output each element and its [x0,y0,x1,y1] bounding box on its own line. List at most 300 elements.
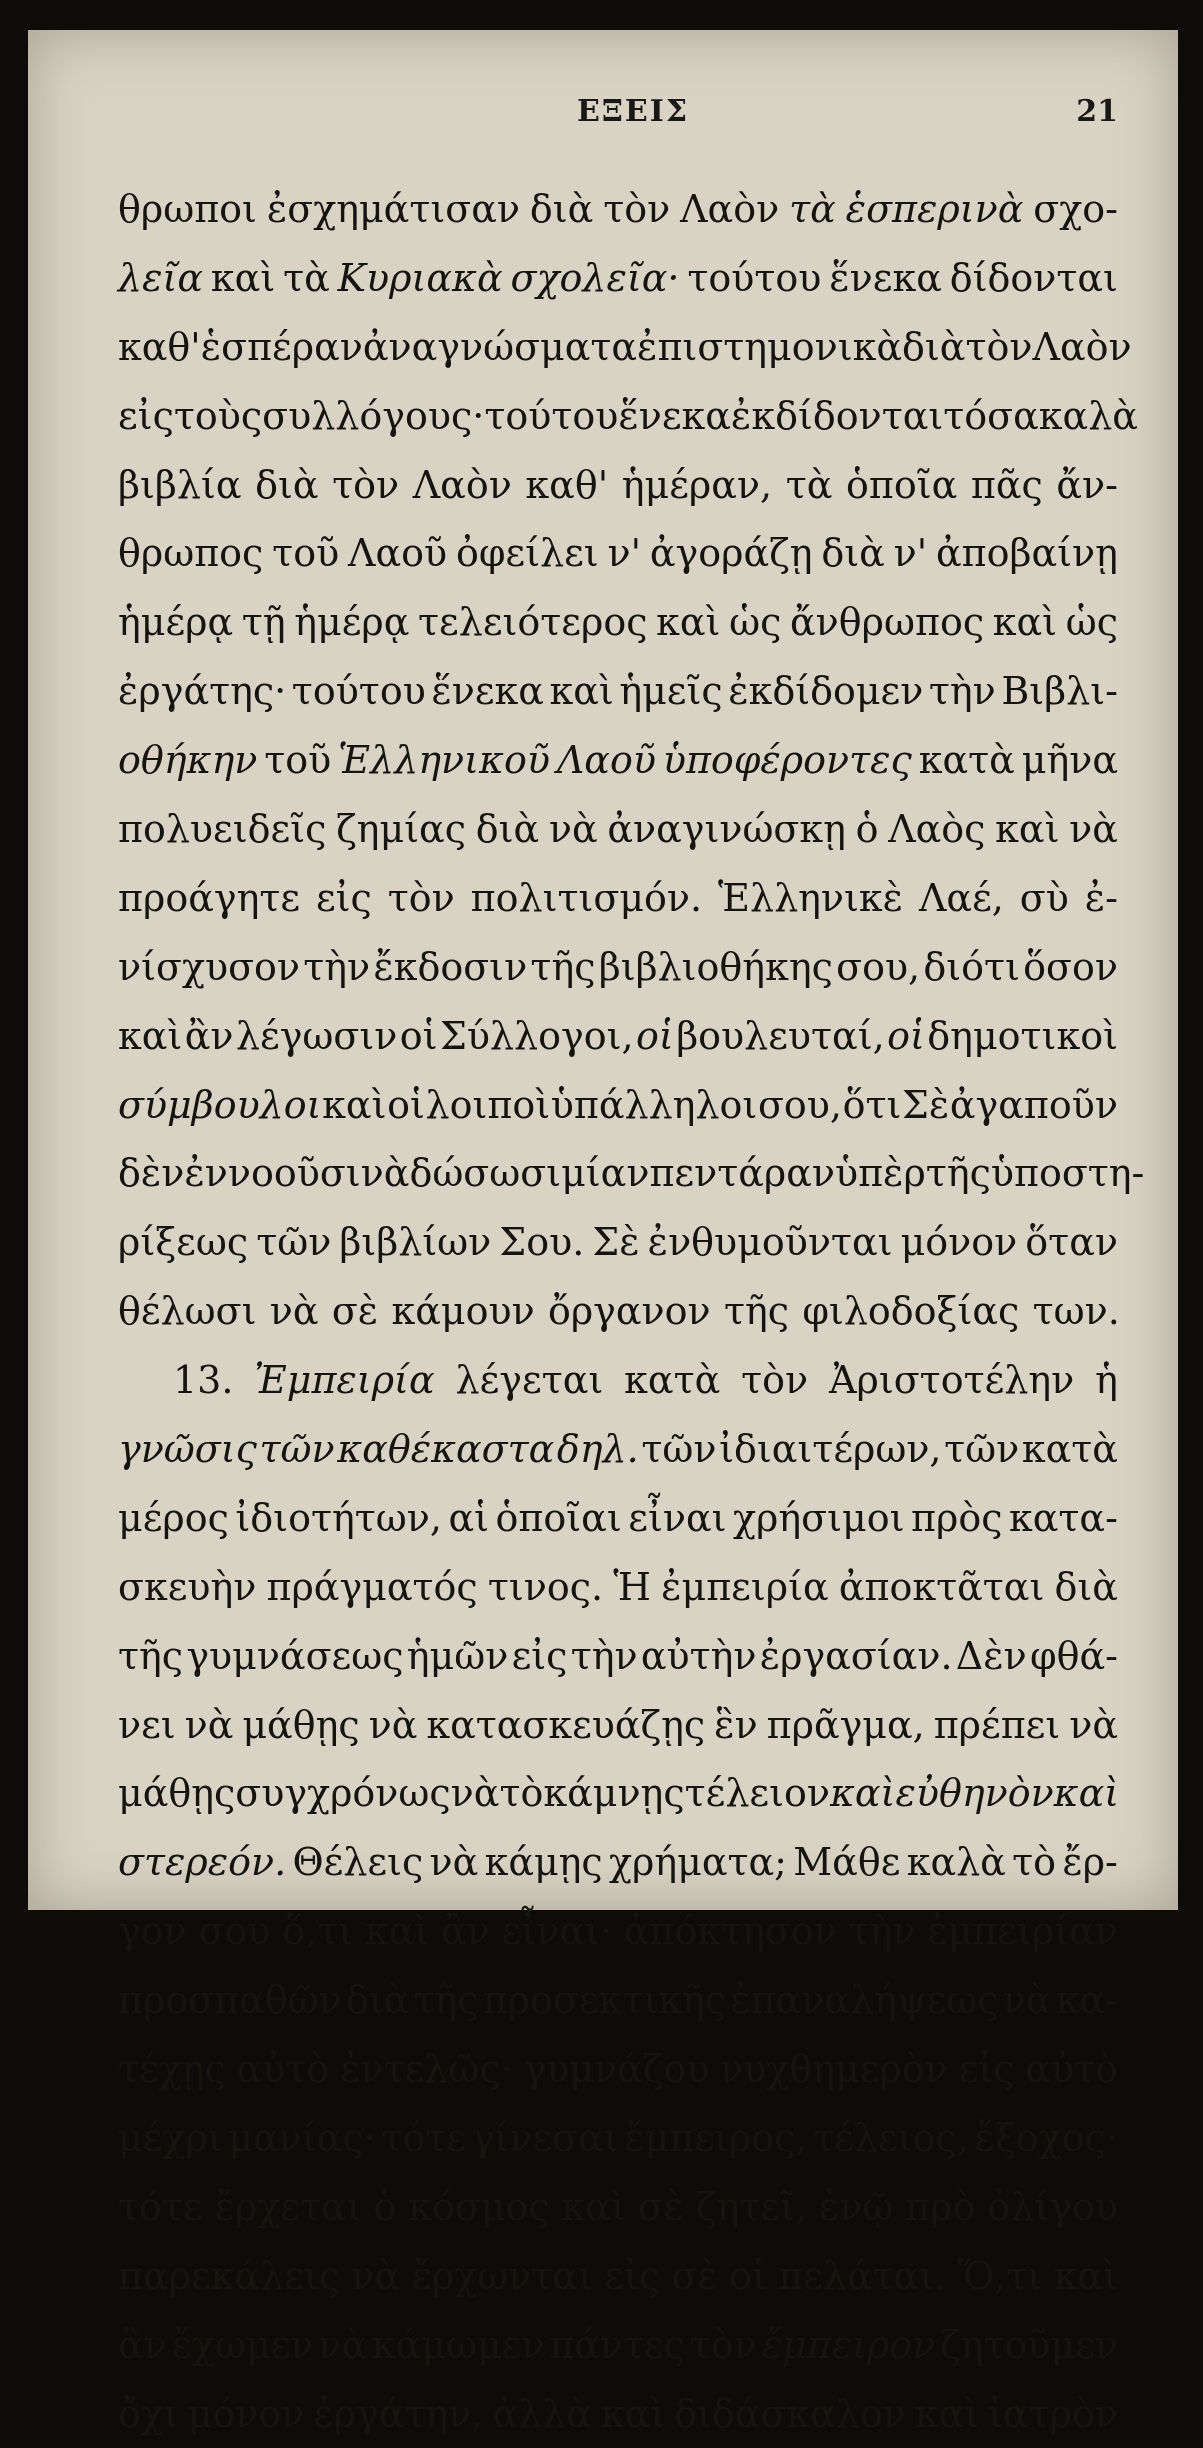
word: ἰδιοτήτων, [235,1484,442,1553]
word: τὴν [303,933,370,1002]
word: ἀλλὰ [492,2380,592,2448]
word: τῆς [724,1277,789,1346]
text-line [118,726,1118,795]
word: χρήματα; [609,1828,787,1897]
word: γον [118,1897,187,1966]
word: Σύλλογοι, [440,1002,634,1071]
word: Λαέ, [919,864,1004,933]
word: ὅσον [1023,933,1118,1002]
word: ἔμπειρος, [624,2104,807,2173]
page-number: 21 [1076,94,1118,129]
word: μίαν [561,1139,649,1208]
word: τῶν [256,1208,331,1277]
word: διδάσκαλον [674,2380,906,2448]
word: ὑποφέροντες [663,726,912,795]
word: ἀναγνώσματα [363,313,637,382]
word: καὶ [562,2173,626,2242]
word: κάμωμεν [372,2311,545,2380]
word: τῶν [944,1415,1019,1484]
word: ὅ,τι [282,1897,353,1966]
word: ἐσχημάτισαν [267,175,520,244]
word: κάμῃς [485,1828,603,1897]
word: φθά- [1030,1622,1118,1691]
word: ὀλίγου [987,2173,1118,2242]
word: τῆς [414,1966,479,2035]
text-line [118,2035,1118,2104]
word: αὐτὸ [1025,2035,1118,2104]
word: οθήκην [118,726,257,795]
word: κα- [1056,1966,1118,2035]
word: ἓν [714,1691,758,1760]
word: σύμβουλοι [118,1071,322,1140]
word: ἀγοράζῃ [650,519,813,588]
word: ἔρχεται [215,2173,362,2242]
text-line [118,1139,1118,1208]
word: οἱ [729,2242,767,2311]
word: θέλωσι [118,1277,256,1346]
word: ἐ- [1085,864,1118,933]
word: νὰ [1069,795,1118,864]
word: αὐτὸ [237,2035,330,2104]
word: βιβλιοθήκης [599,933,833,1002]
text-line [118,519,1118,588]
word: εἶναι· [502,1897,612,1966]
word: ἄνθρωπος [790,588,984,657]
word: τούτου [484,382,618,451]
text-line [118,1897,1118,1966]
word: εἰς [316,864,372,933]
word: κόσμος [408,2173,549,2242]
word: ἡμεῖς [619,657,722,726]
word: πρέπει [934,1691,1061,1760]
word: τέλειος, [813,2104,969,2173]
word: βιβλίων [339,1208,491,1277]
word: Σου. [499,1208,584,1277]
word: ἂν [185,1002,234,1071]
text-line [118,2173,1118,2242]
word: τοῦ [272,519,339,588]
word: ὁ [856,795,879,864]
word: ὅταν [1025,1208,1118,1277]
word: μῆνα [1022,726,1118,795]
word: κάμουν [391,1277,534,1346]
word: εἰς [959,2035,1015,2104]
word: καὶ [1054,1759,1119,1828]
word: ν' [608,519,642,588]
word: ζητοῦμεν [940,2311,1118,2380]
word: καὶ [656,588,720,657]
word: νὰ [430,1828,479,1897]
word: διὰ [1054,1553,1117,1622]
page-header [148,94,1118,144]
word: ἐπιστημονικὰ [637,313,902,382]
word: των. [1033,1277,1120,1346]
word: γυμνάζου [524,2035,710,2104]
word: σὺ [1020,864,1069,933]
word: ὡς [729,588,781,657]
word: Ἑλληνικὲ [718,864,903,933]
word: Λαοῦ [348,519,447,588]
word: μόνον [188,2380,305,2448]
word: εἶναι [628,1484,726,1553]
word: βουλευταί, [676,1002,884,1071]
word: 13. [173,1346,233,1415]
word: Λαὸν [680,175,779,244]
word: οἱ [887,1002,925,1071]
word: τὰ [789,175,836,244]
word: ἔρ- [1062,1828,1118,1897]
word: πρὸ [905,2173,975,2242]
text-line [118,1071,1118,1140]
word: ἐκδίδομεν [728,657,923,726]
text-line [118,2311,1118,2380]
word: Σὲ [592,1208,639,1277]
word: ἀποκτᾶται [839,1553,1045,1622]
word: σκευὴν [118,1553,256,1622]
word: Λαὸς [888,795,985,864]
text-line [118,451,1118,520]
word: ἐμπειρίαν [927,1897,1118,1966]
word: Θέλεις [292,1828,423,1897]
text-line [118,2104,1118,2173]
word: τῶν [641,1415,716,1484]
word: διὰ [821,519,884,588]
word: ἀποβαίνῃ [936,519,1118,588]
word: ἐργάτης· [118,657,286,726]
word: Ἡ [613,1553,651,1622]
word: ἡμέρᾳ [294,588,409,657]
text-line [118,244,1118,313]
word: ὑπὲρ [835,1139,926,1208]
word: ἀναγινώσκῃ [607,795,846,864]
word: Δὲν [956,1622,1027,1691]
word: νὰ [549,795,598,864]
word: τινος. [488,1553,603,1622]
text-line [118,1828,1118,1897]
word: σὲ [638,2173,684,2242]
word: στερεόν. [118,1828,286,1897]
word: τὰ [283,244,330,313]
word: ἔμπειρον [762,2311,936,2380]
text-line [118,1208,1118,1277]
text-line [118,657,1118,726]
word: προσεκτικῆς [483,1966,726,2035]
word: καὶ [995,795,1059,864]
word: τὸν [690,2311,757,2380]
word: οἱ [387,1071,425,1140]
word: ἕνεκα [431,657,544,726]
word: σου, [758,1071,842,1140]
text-line [118,1691,1118,1760]
word: εἰς [604,2242,660,2311]
word: εἰς [118,382,174,451]
word: ἔξοχος· [974,2104,1117,2173]
word: ἡμέραν, [622,451,772,520]
word: χρήσιμοι [733,1484,904,1553]
word: σχο- [1033,175,1118,244]
word: δηλ. [557,1415,639,1484]
word: μάθῃς [242,1691,359,1760]
word: τὸν [332,451,399,520]
word: τὸ [1012,1828,1056,1897]
word: ἕνεκα [829,244,942,313]
word: πρὸς [911,1484,1002,1553]
word: αὐτὴν [641,1622,757,1691]
word: ὑποστη- [991,1139,1145,1208]
word: νὰ [318,2311,367,2380]
word: τὰ [786,451,833,520]
word: δημοτικοὶ [927,1002,1118,1071]
book-page [28,30,1178,1910]
word: τέχῃς [118,2035,226,2104]
word: ὁποῖαι [496,1484,622,1553]
word: κατὰ [919,726,1015,795]
text-line [118,2242,1118,2311]
text-line [118,1553,1118,1622]
word: τοὺς [174,382,262,451]
word: ὁ [373,2173,396,2242]
word: ἰδιαιτέρων, [719,1415,941,1484]
word: ὅτι [843,1071,902,1140]
word: σου, [836,933,920,1002]
word: ἐμπειρία [661,1553,829,1622]
word: Μάθε [793,1828,900,1897]
text-line [118,1622,1118,1691]
word: νίσχυσον [118,933,300,1002]
word: ἐργασίαν. [760,1622,953,1691]
word: καθέκαστα [337,1415,554,1484]
word: τῶν [260,1415,335,1484]
word: γίνεσαι [472,2104,619,2173]
word: ὡς [1066,588,1118,657]
word: τόσα [943,382,1039,451]
word: προσπαθῶν [118,1966,342,2035]
word: πολιτισμόν. [471,864,702,933]
word: τὸν [603,175,670,244]
word: θρωπος [118,519,263,588]
word: Ἀριστοτέλην [829,1346,1074,1415]
word: τὴν [571,1622,638,1691]
word: κατὰ [1022,1415,1118,1484]
word: καὶ [1054,2242,1118,2311]
word: Λαὸν [1033,313,1132,382]
word: καὶ [830,1759,895,1828]
word: Λαὸν [413,451,512,520]
text-line [118,1346,1118,1415]
word: νὰ [351,2242,400,2311]
word: διότι [923,933,1020,1002]
word: τότε [381,2104,466,2173]
word: διὰ [476,795,539,864]
word: ὁποῖα [846,451,957,520]
text-line [118,1484,1118,1553]
word: δὲν [118,1139,184,1208]
word: γυμνάσεως [186,1622,403,1691]
word: συγχρόνως [235,1759,450,1828]
word: παρεκάλεις [118,2242,340,2311]
word: σὲ [332,1277,378,1346]
word: ἐπαναλήψεως [730,1966,998,2035]
word: ἂν [441,1897,490,1966]
word: καὶ [322,1071,386,1140]
word: ζημίας [336,795,466,864]
word: ἐννοοῦσι [184,1139,360,1208]
word: πράγματός [266,1553,477,1622]
text-line [118,588,1118,657]
word: ἑσπέραν [201,313,363,382]
word: νὰ [270,1277,319,1346]
word: ἡ [1095,1346,1118,1415]
word: συλλόγους· [262,382,484,451]
word: Κυριακὰ [338,244,503,313]
text-line [118,2380,1118,2448]
word: Σὲ [902,1071,949,1140]
word: νὰ [451,1759,500,1828]
word: θρωποι [118,175,257,244]
word: Ἑλληνικοῦ [338,726,550,795]
word: τελειότερος [418,588,647,657]
running-title: ΕΞΕΙΣ [148,94,1118,129]
word: πᾶς [971,451,1043,520]
text-line [118,382,1118,451]
word: ἰατρὸν [988,2380,1118,2448]
word: ἐνθυμοῦνται [648,1208,893,1277]
word: σὲ [671,2242,717,2311]
word: Ὅ,τι [958,2242,1043,2311]
word: διὰ [902,313,965,382]
word: διὰ [530,175,593,244]
word: νὰ [1069,1691,1118,1760]
word: νει [118,1691,176,1760]
word: ἂν [118,2311,167,2380]
word: καὶ [915,2380,979,2448]
word: νυχθημερὸν [720,2035,948,2104]
word: ἐκδίδονται [731,382,943,451]
word: πρᾶγμα, [767,1691,925,1760]
text-line [118,1759,1118,1828]
word: Ἐμπειρία [254,1346,434,1415]
word: διὰ [255,451,318,520]
word: ἄν- [1056,451,1118,520]
word: τῆς [118,1622,183,1691]
word: τὴν [849,1897,916,1966]
word: πεντάραν [649,1139,835,1208]
word: τὸν [741,1346,808,1415]
word: τούτου [292,657,426,726]
word: βιβλία [118,451,241,520]
word: ἐνῷ [819,2173,893,2242]
word: διὰ [346,1966,409,2035]
word: πολυειδεῖς [118,795,326,864]
word: κατα- [1009,1484,1118,1553]
word: ἕνεκα [618,382,731,451]
word: εὐθηνὸν [895,1759,1053,1828]
word: μόνον [901,1208,1018,1277]
word: αἱ [448,1484,489,1553]
word: ἐργάτην, [313,2380,483,2448]
text-line [118,795,1118,864]
word: τοῦ [264,726,331,795]
word: εἰς [512,1622,568,1691]
word: νὰ [361,1139,410,1208]
word: ἐντελῶς· [340,2035,513,2104]
word: λεῖα [118,244,203,313]
word: ἡμῶν [407,1622,509,1691]
word: τὸν [388,864,455,933]
word: τῇ [242,588,286,657]
word: δίδονται [950,244,1118,313]
word: ν' [894,519,928,588]
word: προάγητε [118,864,300,933]
word: μάθῃς [118,1759,235,1828]
word: σου [199,1897,271,1966]
word: καλὰ [1039,382,1138,451]
text-line [118,933,1118,1002]
text-line [118,313,1118,382]
word: καὶ [365,1897,429,1966]
body-text [118,175,1118,2448]
word: καθ' [525,451,608,520]
text-line [118,175,1118,244]
word: γνῶσις [118,1415,257,1484]
text-line [118,864,1118,933]
word: ὑπάλληλοι [551,1071,758,1140]
text-line [118,1002,1118,1071]
word: ὄχι [118,2380,179,2448]
word: τὸ [499,1759,543,1828]
text-line [118,1966,1118,2035]
word: πάντες [549,2311,685,2380]
word: κατὰ [624,1346,720,1415]
word: σχολεῖα· [511,244,680,313]
word: μέρος [118,1484,229,1553]
text-line [118,1415,1118,1484]
word: μανίας· [228,2104,375,2173]
word: τούτου [687,244,821,313]
word: μέχρι [118,2104,223,2173]
word: οἱ [636,1002,674,1071]
word: κατασκευάζῃς [426,1691,705,1760]
word: καὶ [601,2380,665,2448]
word: ἡμέρᾳ [118,588,233,657]
word: νὰ [369,1691,418,1760]
word: λέγεται [456,1346,604,1415]
word: καλὰ [907,1828,1006,1897]
word: ἔρχωνται [411,2242,592,2311]
text-line [118,1277,1118,1346]
word: ἀπόκτησον [624,1897,837,1966]
word: δώσωσι [409,1139,561,1208]
word: καὶ [211,244,275,313]
word: φιλοδοξίας [802,1277,1019,1346]
word: λέγωσιν [236,1002,397,1071]
word: καὶ [549,657,613,726]
word: καὶ [118,1002,182,1071]
word: τέλειον [685,1759,830,1828]
word: τῆς [926,1139,991,1208]
word: καθ' [118,313,201,382]
word: τὸν [965,313,1032,382]
word: Βιβλι- [1001,657,1118,726]
word: ζητεῖ, [696,2173,807,2242]
word: ὄργανον [548,1277,711,1346]
word: ρίξεως [118,1208,248,1277]
word: κάμνῃς [543,1759,684,1828]
word: Λαοῦ [557,726,656,795]
word: πελάται. [778,2242,946,2311]
word: λοιποὶ [426,1071,551,1140]
word: ἑσπερινὰ [846,175,1024,244]
